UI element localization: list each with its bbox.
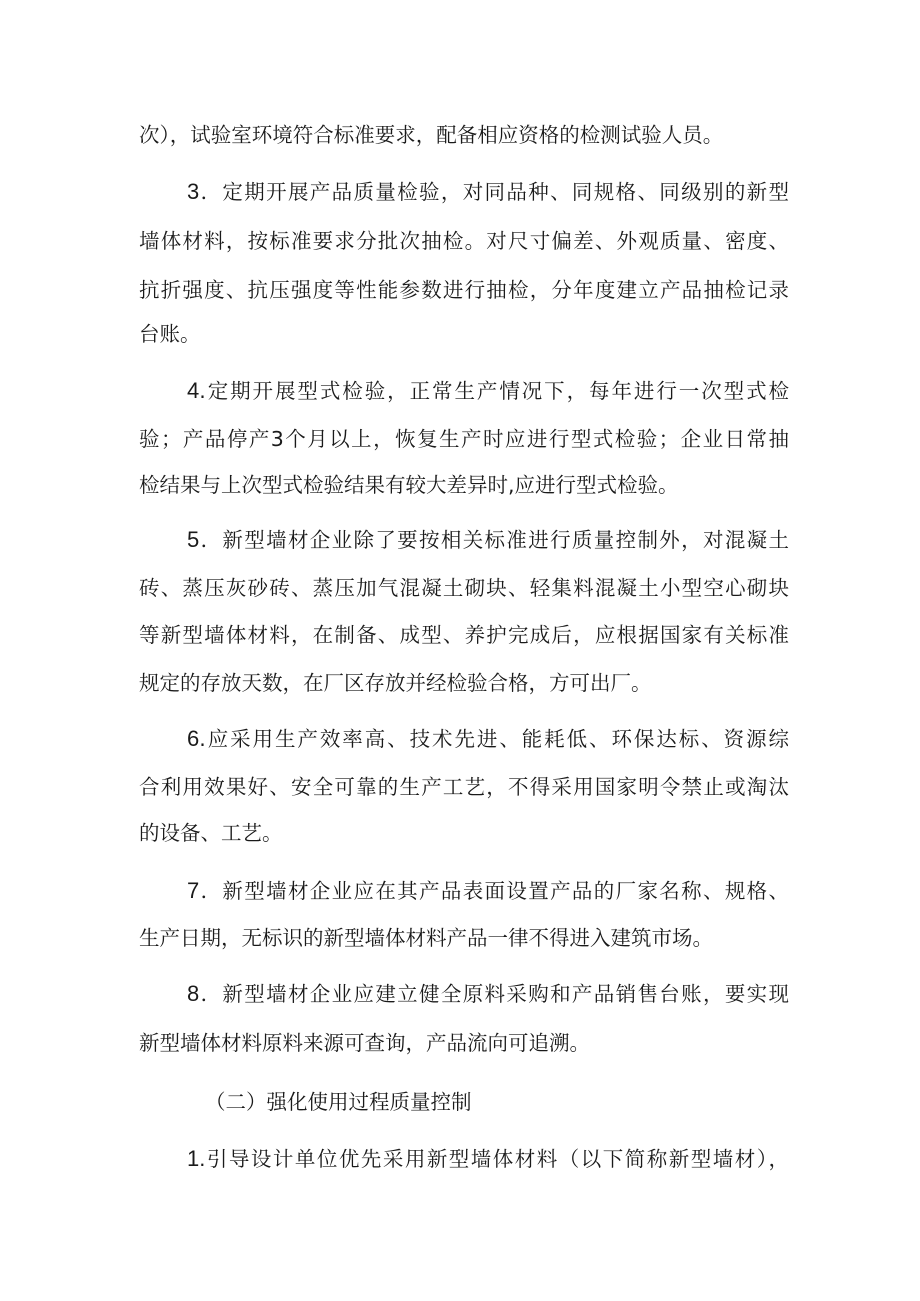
item-4-line-3: [139, 470, 789, 500]
item-6-line-1: [187, 724, 789, 754]
paragraph-2-line-continuation: [139, 120, 789, 150]
text: 抗折强度、抗压强度等性能参数进行抽检，分年度建立产品抽检记录: [139, 278, 789, 302]
item-7-line-2: [139, 923, 789, 953]
item-5-line-2: [139, 573, 789, 603]
text: 墙体材料，按标准要求分批次抽检。对尺寸偏差、外观质量、密度、: [139, 229, 789, 253]
item-3-line-4: [139, 319, 789, 349]
text: 检结果与上次型式检验结果有较大差异时,应进行型式检验。: [139, 473, 679, 497]
text: ．新型墙材企业应建立健全原料采购和产品销售台账，要实现: [199, 982, 789, 1006]
item-number: 4: [187, 378, 200, 403]
item-number: 6: [187, 726, 200, 751]
text: 引导设计单位优先采用新型墙体材料（以下简称新型墙材），: [205, 1147, 789, 1171]
text: .应采用生产效率高、技术先进、能耗低、环保达标、资源综: [199, 727, 789, 751]
text: 等新型墙体材料，在制备、成型、养护完成后，应根据国家有关标准: [139, 623, 789, 647]
sub-item-1-line-1: [187, 1144, 789, 1174]
item-4-line-1: [187, 376, 789, 406]
text: 次），试验室环境符合标准要求，配备相应资格的检测试验人员。: [139, 123, 724, 147]
text: .定期开展型式检验，正常生产情况下，每年进行一次型式检: [199, 379, 789, 403]
item-6-line-3: [139, 818, 789, 848]
item-8-line-1: [187, 979, 789, 1009]
text: ．定期开展产品质量检验，对同品种、同规格、同级别的新型: [199, 180, 789, 204]
item-5-line-4: [139, 668, 789, 698]
item-6-line-2: [139, 772, 789, 802]
text: 台账。: [139, 322, 201, 346]
item-3-line-2: [139, 226, 789, 256]
text: 规定的存放天数，在厂区存放并经检验合格，方可出厂。: [139, 671, 652, 695]
item-5-line-1: [187, 525, 789, 555]
item-3-line-3: [139, 275, 789, 305]
text: 的设备、工艺。: [139, 821, 283, 845]
item-number: 8: [187, 981, 200, 1006]
section-subheading: （二）强化使用过程质量控制: [205, 1090, 472, 1114]
text: 生产日期，无标识的新型墙体材料产品一律不得进入建筑市场。: [139, 926, 713, 950]
text: 新型墙体材料原料来源可查询，产品流向可追溯。: [139, 1031, 590, 1055]
item-number: 5: [187, 527, 200, 552]
item-5-line-3: [139, 620, 789, 650]
text: ．新型墙材企业应在其产品表面设置产品的厂家名称、规格、: [199, 879, 789, 903]
item-3-line-1: [187, 177, 789, 207]
item-number: 7: [187, 878, 200, 903]
text: 验；产品停产3个月以上，恢复生产时应进行型式检验；企业日常抽: [139, 427, 789, 451]
item-4-line-2: [139, 424, 789, 454]
item-8-line-2: [139, 1028, 789, 1058]
item-number: 3: [187, 179, 200, 204]
text: ．新型墙材企业除了要按相关标准进行质量控制外，对混凝土: [199, 528, 789, 552]
text: 砖、蒸压灰砂砖、蒸压加气混凝土砌块、轻集料混凝土小型空心砌块: [139, 576, 789, 600]
text: 合利用效果好、安全可靠的生产工艺，不得采用国家明令禁止或淘汰: [139, 775, 789, 799]
item-number: 1.: [187, 1146, 206, 1171]
item-7-line-1: [187, 876, 789, 906]
